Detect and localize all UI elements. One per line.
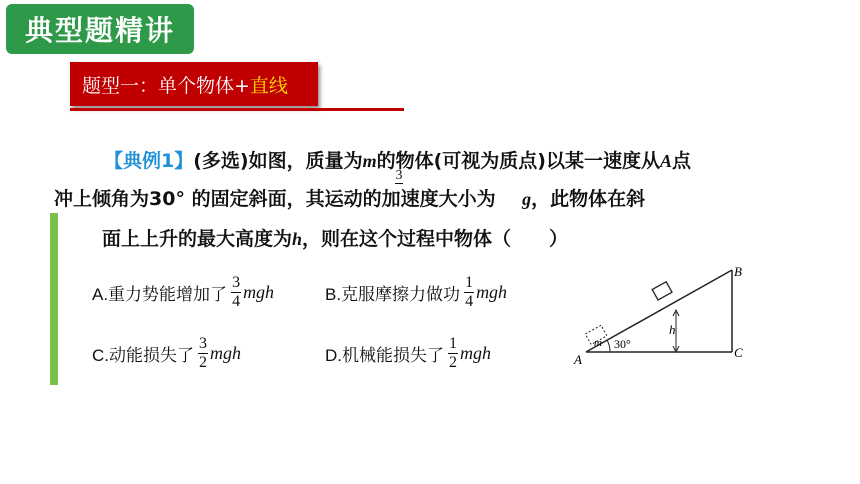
label-c: C [734, 345, 743, 360]
question-text: 的固定斜面，其运动的加速度大小为 [191, 188, 496, 210]
option-a[interactable] [92, 275, 274, 310]
var-m: m [362, 151, 377, 171]
label-b: B [734, 264, 742, 279]
question-text: 面上上升的最大高度为 [102, 228, 293, 250]
question-text: 的物体(可视为质点)以某一速度从 [376, 150, 660, 172]
question-text: 冲上倾角为 [54, 188, 150, 210]
question-text: ，此物体在斜 [531, 188, 646, 210]
question-text: (多选)如图，质量为 [193, 150, 363, 172]
question-line-3 [102, 226, 568, 252]
incline-line [586, 270, 732, 352]
option-d[interactable] [325, 336, 491, 371]
page-title: 典型题精讲 [24, 14, 175, 47]
label-h: h [669, 322, 676, 337]
type-underline [70, 108, 404, 111]
option-expr: mgh [460, 343, 491, 363]
question-type-label [70, 62, 318, 106]
type-label-highlight: 直线 [249, 74, 288, 97]
angle-value: 30° [149, 188, 185, 210]
option-expr: mgh [243, 282, 275, 302]
acceleration-fraction [395, 169, 403, 185]
option-label: C.动能损失了 [92, 346, 194, 365]
label-a: A [574, 352, 582, 367]
question-text: ，则在这个过程中物体（ ） [302, 228, 569, 250]
section-title-badge [6, 4, 194, 54]
angle-arc [607, 340, 610, 352]
option-label: B.克服摩擦力做功 [325, 285, 461, 304]
var-h: h [292, 229, 303, 249]
label-angle: 30° [614, 337, 631, 351]
option-expr: mgh [476, 282, 508, 302]
fraction: $\frac{3}{4}$ [232, 274, 241, 310]
option-b[interactable] [325, 275, 507, 310]
type-label-prefix: 题型一：单个物体+ [82, 74, 250, 97]
fraction: $\frac{1}{4}$ [465, 274, 474, 310]
fraction: $\frac{3}{2}$ [199, 335, 207, 371]
question-line-2 [54, 186, 645, 212]
var-g: g [522, 189, 532, 209]
incline-diagram [570, 260, 770, 370]
example-tag: 【典例1】 [104, 150, 194, 172]
option-label: D.机械能损失了 [325, 346, 444, 365]
fraction-numerator: 3 [395, 168, 403, 183]
question-text: 点 [672, 150, 692, 172]
block [652, 282, 672, 300]
var-a: A [660, 151, 673, 171]
accent-bar [50, 213, 58, 385]
label-m: m [594, 337, 602, 349]
option-label: A.重力势能增加了 [92, 285, 228, 304]
option-expr: mgh [210, 343, 241, 363]
option-c[interactable] [92, 336, 241, 371]
fraction: $\frac{1}{2}$ [449, 335, 457, 371]
